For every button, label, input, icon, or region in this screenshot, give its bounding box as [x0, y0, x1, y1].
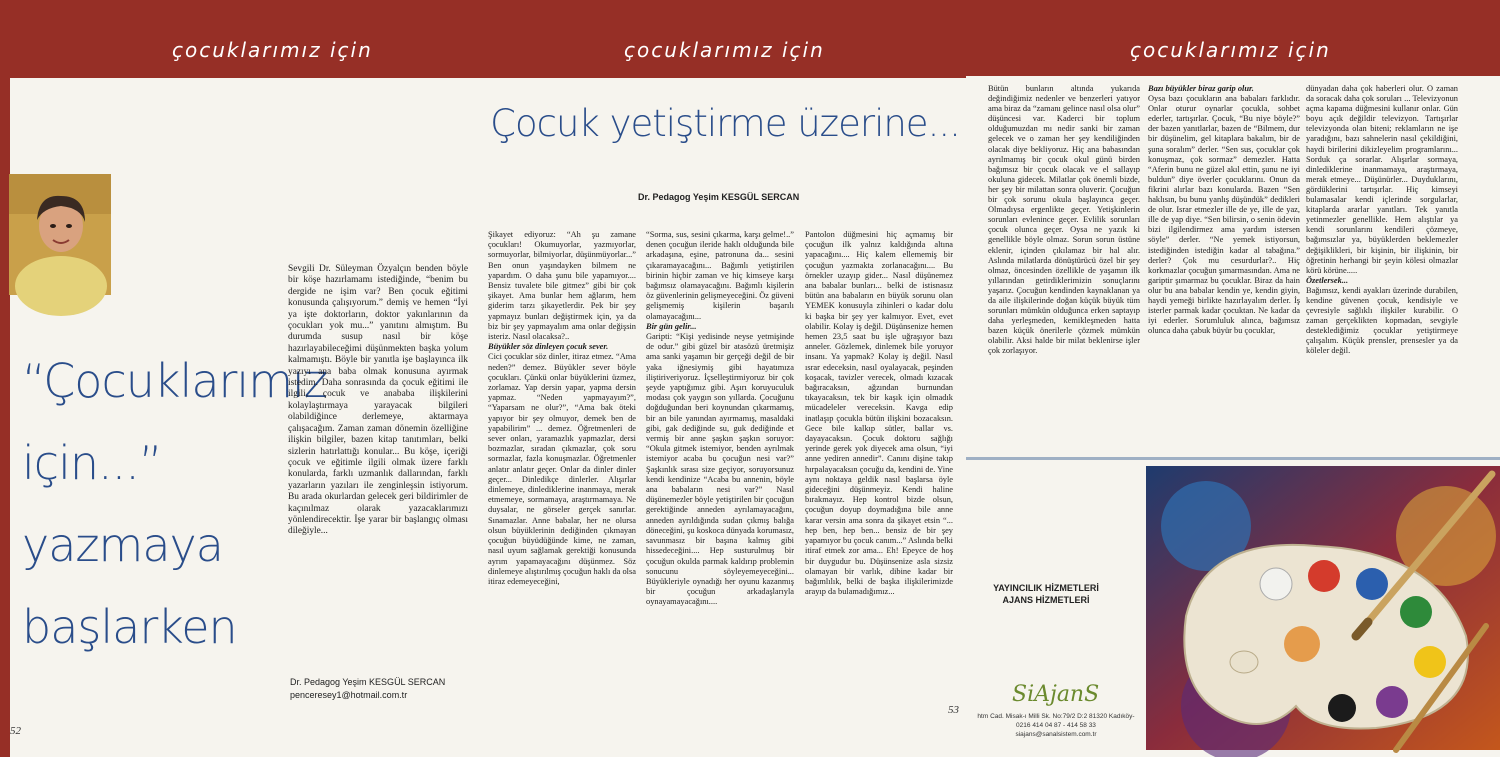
article-column-2	[646, 230, 794, 608]
article-column-1	[488, 230, 636, 587]
article-column-3	[805, 230, 953, 597]
paragraph: “Sorma, sus, sesini çıkarma, karşı gelme!..” denen çocuğun ileride haklı olduğunda bile arkadaşına, eşine, patronuna da... sesini çıkaramayacağını... Bağımlı yetiştirilen birinin hiçbir zaman ve hiç kimseye karşı bağımsız olamayacağını. Bağımlı kişilerin öz güvenlerinin gelişmeyeceğini. Öz güveni gelişmemiş kişilerin başarılı olamayacağını...	[646, 230, 794, 321]
paragraph: Cici çocuklar söz dinler, itiraz etmez. “Ama neden?” demez. Büyükler sever böyle çocukları. Çünkü onlar büyüklerini üzmez, zorlamaz. Yap dersin yapar, yapma dersin yapmaz. “Neden yapmayayım?”, “Yaparsam ne olur?”, “Ama bak öteki yapıyor bir şey olmuyor, demek ben de yapabilirim” ... demez. Öğretmenleri de sever onları, yaramazlık yapmazlar, dersi bozmazlar, sıradan çıkmazlar, çok soru sormazlar, fazla konuşmazlar. Öğretmenler anlatır anlatır geçer. Onlar da dinler dinler geçer... Dinledikçe dinlerler. Alışırlar dinlemeye, dinlediklerine inanmaya, merak etmemeye, sormamaya, araştırmamaya. Ne duysalar, ne görseler gerçek sanırlar. Sınamazlar. Anne babalar, her ne olursa olsun büyüklerinin dediğinden çıkmayan çocuğun büyüdüğünde kime, ne zaman, nasıl uyum sağlamak gerektiği konusunda ayrım yapamayacağını düşünmez. Söz dinlemeye alıştırılmış çocuğun haklı da olsa itiraz edemeyeceğini,	[488, 352, 636, 586]
article-title: Çocuk yetiştirme üzerine...	[490, 102, 960, 145]
intro-column	[288, 264, 468, 538]
paragraph: Garipti: “Kişi yedisinde neyse yetmişinde de odur.” gibi güzel bir atasözü üretmişiz ama sanki yaşamın bir gerçeği değil de bir yaka iğnesiymiş gibi hayatımıza iliştiriveriyoruz. İçselleştirmiyoruz bir çok şeyde yaptığımız gibi. Aşırı koruyuculuk modası çok yaygın son yıllarda. Çocuğunu doğduğundan beri koynundan çıkarmamış, bir an bile yanından ayırmamış, masaldaki gibi, gak dediğinde su, guk dediğinde et vermiş bir anne şaşkın şaşkın soruyor: “Okula gitmek istemiyor, benden ayrılmak istemiyor acaba bu çocuğun nesi var?” Şaşkınlık sırası size geçiyor, soruyorsunuz kendi kendinize “Acaba bu annenin, böyle ana babaların nesi var?” Nasıl düşünemezler böyle yetiştirilen bir çocuğun gerektiğinde anneden ayrılamayacağını, anneden ayrıldığında sudan çıkmış balığa döneceğini, şu koskoca dünyada korumasız, savunmasız bir başına kalmış gibi hissedeceğini.... Hep susturulmuş bir çocuğun okulda parmak kaldırıp problemin sonucunu söyleyemeyeceğini... Büyükleriyle oynadığı her oyunu kazanmış bir çocuğun arkadaşlarıyla oynayamayacağını....	[646, 332, 794, 607]
article-column-5	[1148, 84, 1300, 336]
palette-artwork	[1146, 466, 1500, 750]
feature-title-line: için...”	[22, 436, 162, 490]
feature-title-line: başlarken	[22, 600, 237, 654]
header-band	[966, 0, 1500, 76]
feature-title-line: yazmaya	[22, 518, 223, 572]
page-right	[948, 0, 1500, 757]
intro-text: Sevgili Dr. Süleyman Özyalçın benden böyle bir köşe hazırlamamı istediğinde, “benim bu dergide ne işim var? Ben çocuk eğitimi konusunda çalışıyorum.” demiş ve hemen “İyi ya işte doktorların, doktor yakınlarının da çocukları yok mu...” yanıtını almıştım. Bu durumda susup nasıl bir köşe hazırlayabileceğimi düşünmekten başka yolum kalmamıştı. Böyle bir yanıtla işe başlayınca ilk yazıyı ana baba olmak konusuna ayırmak istedim. Daha sonrasında da çocuk eğitimi ile ilgili, çocuk ve anababa ilişkilerini kolaylaştırmaya yarayacak bilgileri olabildiğince derlemeye, aktarmaya çalışacağım. Zaman zaman dönemin özelliğine ilişkin bilgiler, bazen kitap tanıtımları, belki sizlerin hatırlattığı konular... Bu köşe, içeriği çocuk ve eğitimle ilgili olmak üzere farklı konularda, farklı uzmanlık dallarından, farklı yazarların yazıları ile zenginleşsin istiyorum. Bu arada okurlardan gelecek geri bildirimler de kaçınılmaz olarak yazacaklarımızı yönlendirecektir. İşe yarar bir başlangıç olması dileğiyle...	[288, 264, 468, 537]
article-column-4	[988, 84, 1140, 357]
email: penceresey1@hotmail.com.tr	[290, 690, 408, 700]
paragraph: Pantolon düğmesini hiç açmamış bir çocuğun ilk yalnız kaldığında altına yapacağını.... Hiç kalem ellememiş bir çocuğun yazmakta zorlanacağını.... Bu örnekler uzayıp gider... Nasıl düşünemez ana babalar bunları... belki de istisnasız bütün ana babaların en büyük sorunu olan YEMEK konusuyla zihinleri o kadar dolu ki başka bir şey yer kalmıyor. Evet, evet olabilir. Kolay iş değil. Düşünsenize hemen hemen 23,5 saat bu işle uğraşıyor bazı anneler. Gözlemek, dinlemek bile yoruyor insanı. Ya yapmak? Kolay iş değil. Nasıl ısrar edeceksin, nasıl oyalayacak, peşinden koşacak, tavizler verecek, olmadı kızacak bağıracaksın, ağzından burnundan tıkayacaksın, tek bir kaşık için olmadık mücadeleler vereceksin. Kavga edip inatlaşıp çocukla bütün ilişkini bozacaksın. Gece bile kalkıp sütler, ballar vs. dayayacaksın. Çocuk doktoru sağlığı yerinde gerek yok diyecek ama olsun, “iyi anne yediren annedir”. Canını dişine takıp hırpalayacaksın çocuğu da, kendini de. Yine aynı noktaya geldik nasıl başlarsa öyle gideceğini düşünmeyiz. Kendi haline bırakmayız. Hep kontrol bizde olsun, çocuğun doyup doymadığına bile anne karar versin ama sonra da şikayet etsin “... hep ben, hep ben... bensiz de bir şey yapamıyor bu çocuk canım...” Aslında belki itiraf etmek zor ama... Eh! Epeyce de hoş bir duygudur bu. Düşünsenize asla sizsiz olamayan bir varlık, dibine kadar bir bağımlılık, belki de başka ilişkilerimizde arayıp da bulamadığımız...	[805, 230, 953, 597]
section-title: çocuklarımız için	[1130, 38, 1331, 62]
section-title: çocuklarımız için	[172, 38, 373, 62]
article-column-6	[1306, 84, 1458, 357]
paragraph: Şikayet ediyoruz: “Ah şu zamane çocukları! Okumuyorlar, yazmıyorlar, sormuyorlar, bilmiyorlar, düşünmüyorlar...” Ben onun yaşındayken bilmem ne yapardım. O daha şunu bile yapamıyor.... Bensiz tuvalete bile gitmez” gibi bir çok şikayet. Ama bunlar hem ağlarım, hem giderim tarzı şikayetlerdir. Pek bir şey yapmayız bunları değiştirmek için, ya da biz bir şey yapmayalım ama onlar değişsin isteriz. Nasıl olacaksa?..	[488, 230, 636, 342]
page-middle	[478, 0, 966, 757]
paragraph: dünyadan daha çok haberleri olur. O zaman da soracak daha çok soruları ... Televizyonun açma kapama düğmesini kullanır onlar. Gün boyu açık değildir televizyon. Tartışırlar televizyonda olan biteni; reklamların ne işe yaradığını, bazı sahnelerin nasıl çekildiğini, haydi birilerini dikizleyelim programlarını... Sorduk ça sorarlar. Alışırlar sormaya, dinlediklerine inanmamaya, araştırmaya, merak etmeye... Düşünürler... Duyduklarını, gördüklerini tartışırlar. Hiç kimseyi bulamasalar kendi içlerinde sorgularlar, kitaplarda ararlar yanıtları. Tek yanıtla yetinmezler genellikle. Hem alıştılar ya kendi sorunlarını kendileri çözmeye, bağımsızlar ya, büyüklerden beklemezler değişiklikleri, bir kişinin, bir ilişkinin, bir öğretinin herhangi bir şeyin kölesi olmazlar körü körüne.....	[1306, 84, 1458, 275]
address-line: siajans@sanalsistem.com.tr	[1015, 731, 1097, 738]
paragraph: Oysa bazı çocukların ana babaları farklıdır. Onlar oturur oynarlar çocukla, sohbet ederler, tartışırlar. Çocuk, “Bu niye böyle?” der bazen yanıtlarlar, bazen de “Bilmem, dur bir düşünelim, gel kitaplara bakalım, bir de şuna soralım” derler. “Sen sus, çocuklar çok konuşmaz, çok sormaz” demezler. Hatta “Aferin bunu ne güzel akıl ettin, şunu ne iyi buldun” diye överler çocuklarını. Onun da fikrini alırlar bazı konularda. Bazen “Sen haklısın, bu bunu yanlış düşündük” dedikleri de olur. Israr etmezler ille de ye, ille de yaz, ille de yap diye. “Sen bilirsin, o senin ödevin bizi ilgilendirmez ama yardım istersen söyle” derler. “Ne yemek istiyorsun, istediğinden istediğin kadar al tabağına.” derler? Çok mu cesurdurlar?.. Hiç korkmazlar çocuğun şımarmasından. Ama ne gariptir şımarmaz bu çocuklar. Biraz da hain olur bu ana babalar kendin ye, kendin giyin, haydi yemeği birlikte hazırlayalım derler. İş isterler parmak kadar çocuktan. Ne kadar da iyi ederler. Sorumluluk alınca, bağımsız olunca daha çabuk büyür bu çocuklar,	[1148, 94, 1300, 336]
ad-line: AJANS HİZMETLERİ	[1002, 595, 1090, 605]
header-band	[0, 0, 478, 78]
ad-services	[986, 582, 1106, 606]
section-divider	[966, 457, 1500, 460]
subheading: Özetlersek...	[1306, 275, 1349, 285]
ad-line: YAYINCILIK HİZMETLERİ	[993, 583, 1099, 593]
page-left	[0, 0, 478, 757]
feature-title-line: “Çocuklarımız	[22, 354, 327, 408]
address-line: htm Cad. Misak-ı Milli Sk. No:79/2 D:2 81320 Kadıköy-	[977, 713, 1135, 720]
page-number: 52	[10, 725, 21, 737]
article-author: Dr. Pedagog Yeşim KESGÜL SERCAN	[638, 192, 800, 202]
header-band	[478, 0, 966, 78]
address-line: 0216 414 04 87 - 414 58 33	[1016, 722, 1096, 729]
section-title: çocuklarımız için	[624, 38, 825, 62]
subheading: Büyükler söz dinleyen çocuk sever.	[488, 342, 609, 352]
paragraph: Bağımsız, kendi ayakları üzerinde durabilen, kendine güvenen çocuk, kendisiyle ve çevresiyle sağlıklı ilişkiler kurabilir. O zaman gerçeklikten kopmadan, sevgiyle desteklediğimiz çocuklar yetiştirmeye çalışalım. Küçük prensler, prensesler ya da köleler değil.	[1306, 285, 1458, 356]
feature-title	[22, 340, 327, 668]
subheading: Bazı büyükler biraz garip olur.	[1148, 84, 1254, 93]
paragraph: Bütün bunların altında yukarıda değindiğimiz nedenler ve benzerleri yatıyor ama biraz da “zamanı gelince nasıl olsa olur” düşüncesi var. Kaderci bir toplum olduğumuzdan mı nedir sanki bir zaman gelecek ve o zaman her şey kendiliğinden olacak diye bekliyoruz. Hiç ana babasından ayrılmamış bir çocuk okul günü birden bağımsız bir çocuk olacak ve el sallayıp okuluna gidecek. Milatlar çok önemli bizde, her şey bir milattan sonra oluverir. Çocuğun bir çok sorunu okula başlayınca geçer. Olmadıysa ergenlikte geçer. Yetişkinlerin sorunları evlenince geçer. Evlilik sorunları çocuk olunca geçer. Oysa ne yazık ki genellikle böyle olmaz. Sorun sorun üstüne eklenir, içinden çıkılamaz bir hal alır. Aslında milatlarda dönüştürücü özel bir şey olmaz, öncesinden özellikle de yaşamın ilk yıllarından getirdiklerimizin sonuçlarını yaşarız. Çocuğun kendinden kaynaklanan ya da aile ilişkilerinde doğan küçük büyük tüm sorunları mümkün olduğunca erken saptayıp daha yerleşmeden, kemikleşmeden hatta bazen küçük önerilerle çözmek mümkün olabilir. Aksi halde bir milat beklenirse işler çok zorlaşıyor.	[988, 84, 1140, 356]
signature: Dr. Pedagog Yeşim KESGÜL SERCAN	[290, 677, 446, 687]
agency-address	[966, 712, 1146, 739]
agency-logo: SiAjanS	[1012, 682, 1100, 707]
page-number: 53	[948, 704, 959, 716]
author-photo	[9, 174, 111, 295]
subheading: Bir gün gelir...	[646, 321, 697, 331]
